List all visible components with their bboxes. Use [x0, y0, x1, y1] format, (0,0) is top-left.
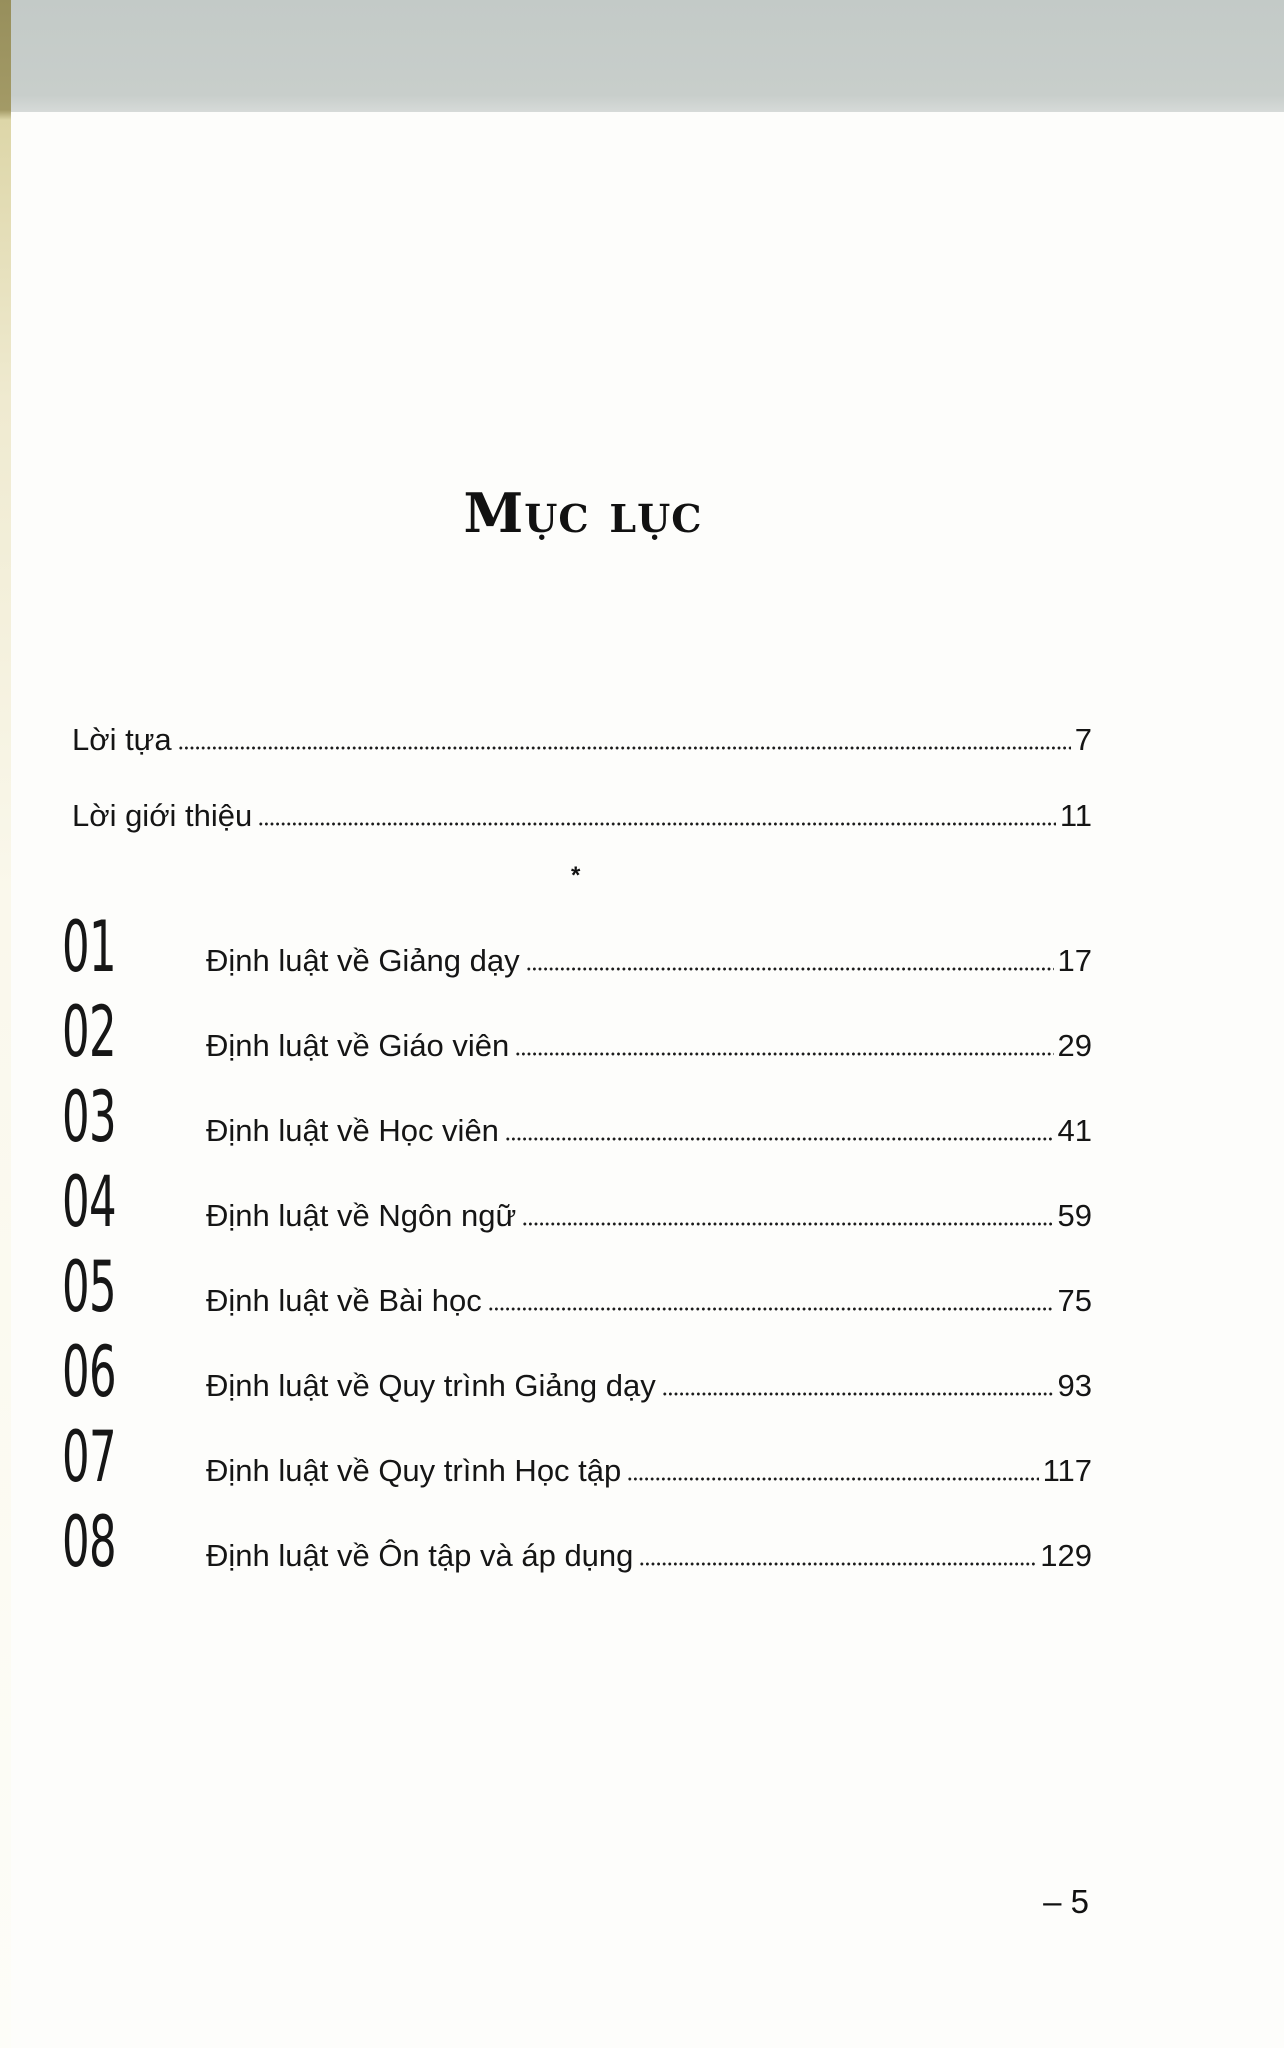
toc-entry-introduction[interactable] [72, 796, 1092, 836]
toc-entry-page-number: 59 [1057, 1198, 1092, 1233]
toc-entry-label: Định luật về Bài học [206, 1283, 482, 1318]
toc-entry-page-number: 75 [1057, 1283, 1092, 1318]
chapter-number: 06 [62, 1331, 116, 1413]
dot-leader [522, 1222, 1053, 1226]
toc-entry-label: Định luật về Quy trình Giảng dạy [206, 1368, 656, 1403]
toc-entry-page-number: 41 [1057, 1113, 1092, 1148]
chapter-number: 04 [62, 1161, 116, 1243]
dot-leader [258, 822, 1056, 826]
toc-entry-label: Định luật về Quy trình Học tập [206, 1453, 622, 1488]
toc-entry-label: Định luật về Học viên [206, 1113, 499, 1148]
toc-entry-chapter-1[interactable] [206, 941, 1092, 981]
dot-leader [178, 746, 1071, 750]
chapter-number: 01 [62, 906, 116, 988]
toc-entry-label: Định luật về Giảng dạy [206, 943, 520, 978]
dot-leader [515, 1052, 1053, 1056]
dot-leader [505, 1137, 1054, 1141]
toc-entry-page-number: 117 [1042, 1453, 1092, 1488]
chapter-number: 07 [62, 1416, 116, 1498]
toc-entry-page-number: 17 [1057, 943, 1092, 978]
toc-entry-chapter-4[interactable] [206, 1196, 1092, 1236]
toc-entry-chapter-2[interactable] [206, 1026, 1092, 1066]
dot-leader [488, 1307, 1054, 1311]
toc-entry-page-number: 93 [1057, 1368, 1092, 1403]
toc-entry-label: Định luật về Giáo viên [206, 1028, 510, 1063]
toc-entry-chapter-6[interactable] [206, 1366, 1092, 1406]
toc-entry-label: Định luật về Ôn tập và áp dụng [206, 1538, 634, 1573]
toc-entry-preface[interactable] [72, 720, 1092, 760]
toc-entry-label: Định luật về Ngôn ngữ [206, 1198, 517, 1233]
page-title: Mục lục [463, 481, 703, 545]
chapter-number: 03 [62, 1076, 116, 1158]
dot-leader [526, 967, 1054, 971]
toc-entry-chapter-8[interactable] [206, 1536, 1092, 1576]
dot-leader [662, 1392, 1054, 1396]
toc-entry-chapter-3[interactable] [206, 1111, 1092, 1151]
toc-entry-chapter-7[interactable] [206, 1451, 1092, 1491]
chapter-number: 02 [62, 991, 116, 1073]
dot-leader [639, 1562, 1036, 1566]
toc-entry-label: Lời tựa [72, 722, 172, 757]
toc-entry-page-number: 29 [1057, 1028, 1092, 1063]
asterisk-separator-icon: * [571, 862, 581, 889]
chapter-number: 05 [62, 1246, 116, 1328]
toc-entry-page-number: 11 [1059, 798, 1092, 833]
dot-leader [627, 1477, 1038, 1481]
toc-entry-chapter-5[interactable] [206, 1281, 1092, 1321]
toc-entry-page-number: 129 [1040, 1538, 1092, 1573]
toc-entry-page-number: 7 [1074, 722, 1092, 757]
toc-entry-label: Lời giới thiệu [72, 798, 253, 833]
chapter-number: 08 [62, 1501, 116, 1583]
footer-page-number: – 5 [1043, 1883, 1089, 1920]
